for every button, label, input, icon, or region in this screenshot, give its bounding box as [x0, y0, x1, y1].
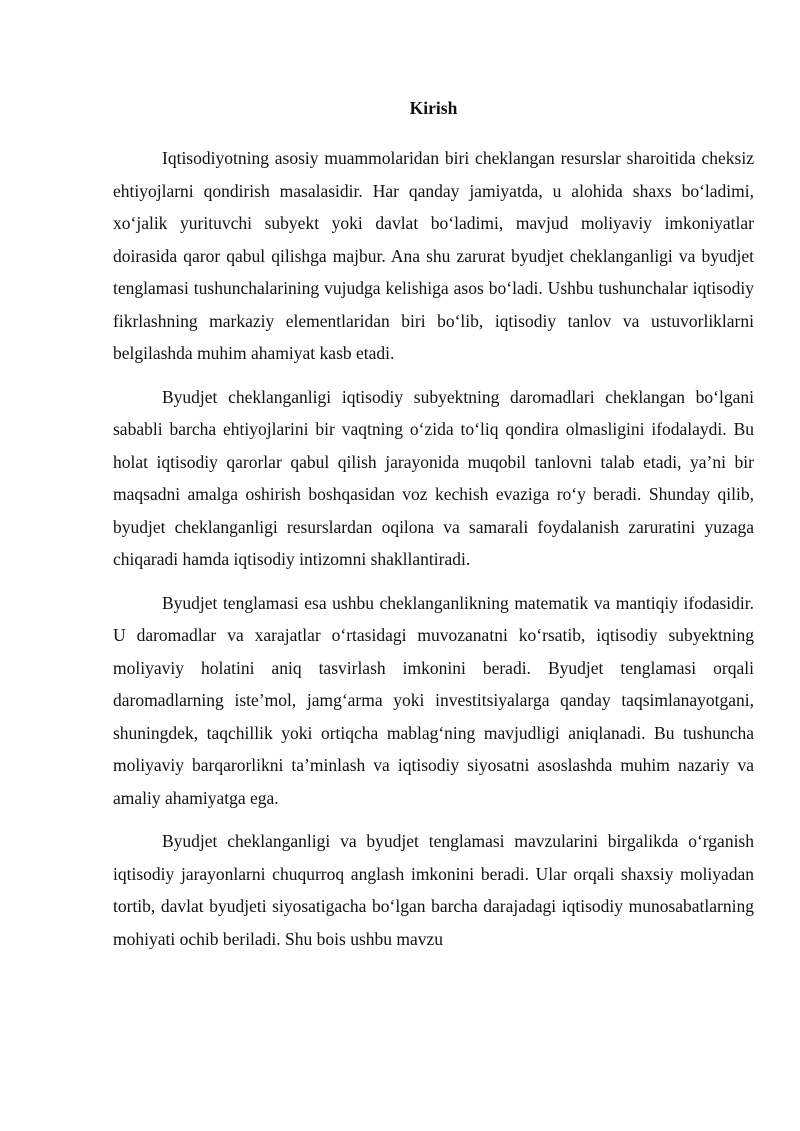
paragraph-4: Byudjet cheklanganligi va byudjet tenglamasi mavzularini birgalikda o‘rganish iqtisodiy jarayonlarni chuqurroq anglash imkonini beradi. Ular orqali shaxsiy moliyadan tortib, davlat byudjeti siyosatigacha bo‘lgan barcha darajadagi iqtisodiy munosabatlarning mohiyati ochib beriladi. Shu bois ushbu mavzu — [113, 831, 754, 949]
paragraph-1: Iqtisodiyotning asosiy muammolaridan biri cheklangan resurslar sharoitida cheksiz ehtiyojlarni qondirish masalasidir. Har qanday jamiyatda, u alohida shaxs bo‘ladimi, xo‘jalik yurituvchi subyekt yoki davlat bo‘ladimi, mavjud moliyaviy imkoniyatlar doirasida qaror qabul qilishga majbur. Ana shu zarurat byudjet cheklanganligi va byudjet tenglamasi tushunchalarining vujudga kelishiga asos bo‘ladi. Ushbu tushunchalar iqtisodiy fikrlashning markaziy elementlaridan biri bo‘lib, iqtisodiy tanlov va ustuvorliklarni belgilashda muhim ahamiyat kasb etadi. — [113, 148, 754, 363]
page-title: Kirish — [409, 98, 458, 118]
paragraph-3: Byudjet tenglamasi esa ushbu cheklanganlikning matematik va mantiqiy ifodasidir. U daromadlar va xarajatlar o‘rtasidagi muvozanatni ko‘rsatib, iqtisodiy subyektning moliyaviy holatini aniq tasvirlash imkonini beradi. Byudjet tenglamasi orqali daromadlarning iste’mol, jamg‘arma yoki investitsiyalarga qanday taqsimlanayotgani, shuningdek, taqchillik yoki ortiqcha mablag‘ning mavjudligi aniqlanadi. Bu tushuncha moliyaviy barqarorlikni ta’minlash va iqtisodiy siyosatni asoslashda muhim nazariy va amaliy ahamiyatga ega. — [113, 592, 754, 808]
paragraph-2: Byudjet cheklanganligi iqtisodiy subyektning daromadlari cheklangan bo‘lgani sababli barcha ehtiyojlarini bir vaqtning o‘zida to‘liq qondira olmasligini ifodalaydi. Bu holat iqtisodiy qarorlar qabul qilish jarayonida muqobil tanlovni talab etadi, ya’ni bir maqsadni amalga oshirish boshqasidan voz kechish evaziga ro‘y beradi. Shunday qilib, byudjet cheklanganligi resurslardan oqilona va samarali foydalanish zaruratini yuzaga chiqaradi hamda iqtisodiy intizomni shakllantiradi. — [113, 386, 754, 569]
